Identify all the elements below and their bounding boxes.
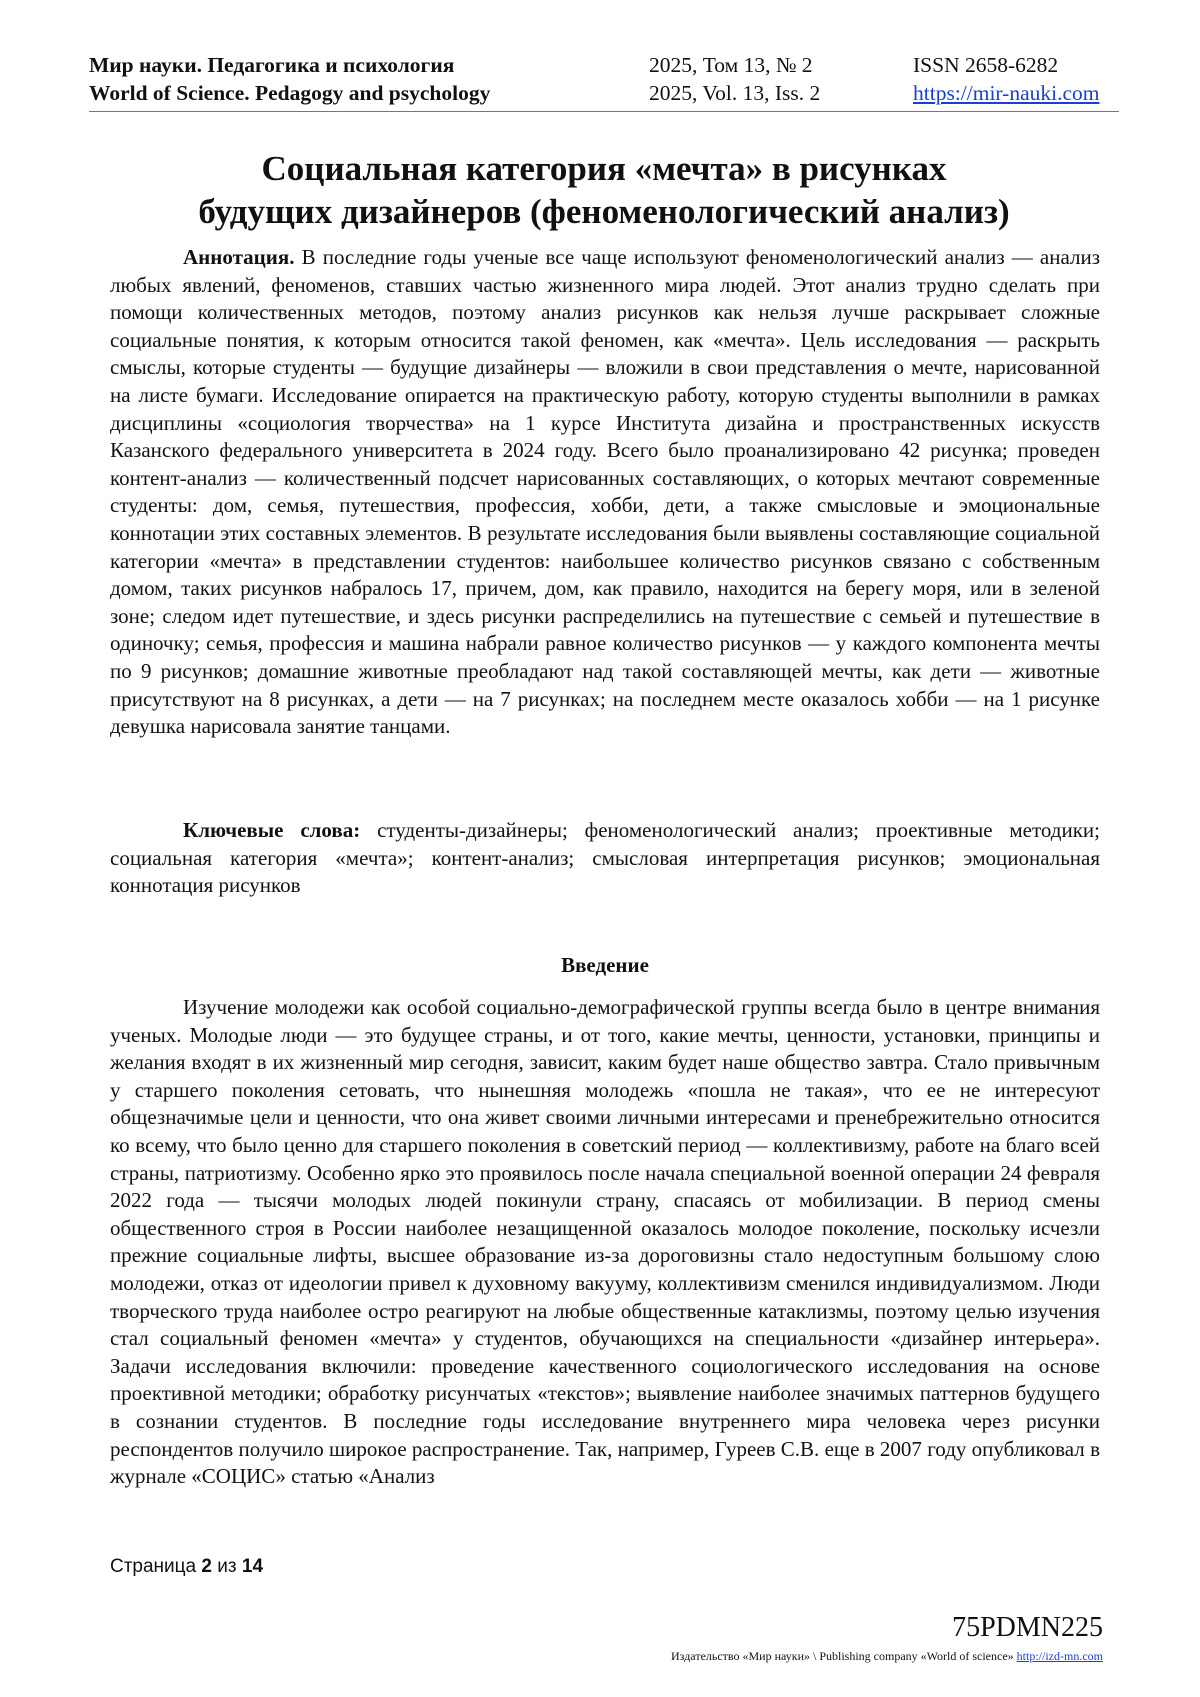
publisher-name: Издательство «Мир науки» \ Publishing company «World of science» [671, 1649, 1014, 1663]
issue-info [649, 51, 820, 107]
keywords [110, 817, 1100, 900]
introduction-text: Изучение молодежи как особой социально-демографической группы всегда было в центре внимания ученых. Молодые люди — это будущее страны, и от того, какие мечты, ценности, установки, принципы и желания входят в их жизненный мир сегодня, зависит, каким будет наше общество завтра. Стало привычным у старшего поколения сетовать, что нынешняя молодежь «пошла не такая», что ее не интересуют общезначимые цели и ценности, что она живет своими личными интересами и пренебрежительно относится ко всему, что было ценно для старшего поколения в советский период — коллективизму, работе на благо всей страны, патриотизму. Особенно ярко это проявилось после начала специальной военной операции 24 февраля 2022 года — тысячи молодых людей покинули страну, спасаясь от мобилизации. В период смены общественного строя в России наиболее незащищенной оказалось молодое поколение, поскольку исчезли прежние социальные лифты, высшее образование из-за дороговизны стало недоступным большому слою молодежи, отказ от идеологии привел к духовному вакууму, коллективизм сменился индивидуализмом. Люди творческого труда наиболее остро реагируют на любые общественные катаклизмы, поэтому целью изучения стал социальный феномен «мечта» у студентов, обучающихся на специальности «дизайнер интерьера». Задачи исследования включили: проведение качественного социологического исследования на основе проективной методики; обработку рисунчатых «текстов»; выявление наиболее значимых паттернов будущего в сознании студентов. В последние годы исследование внутреннего мира человека через рисунки респондентов получило широкое распространение. Так, например, Гуреев С.В. еще в 2007 году опубликовал в журнале «СОЦИС» статью «Анализ [110, 995, 1100, 1489]
page-prefix: Страница [110, 1556, 197, 1577]
article-title [89, 147, 1119, 233]
publisher-url-link[interactable]: http://izd-mn.com [1016, 1649, 1103, 1663]
journal-name-ru: Мир науки. Педагогика и психология [89, 53, 455, 77]
page-current: 2 [201, 1556, 212, 1577]
abstract [110, 244, 1100, 741]
page-number [110, 1556, 263, 1578]
journal-name [89, 51, 490, 107]
keywords-text: студенты-дизайнеры; феноменологический анализ; проективные методики; социальная категория «мечта»; контент-анализ; смысловая интерпретация рисунков; эмоциональная коннотация рисунков [110, 818, 1100, 898]
abstract-text: В последние годы ученые все чаще используют феноменологический анализ — анализ любых явлений, феноменов, ставших частью жизненного мира людей. Этот анализ трудно сделать при помощи количественных методов, поэтому анализ рисунков как нельзя лучше раскрывает сложные социальные понятия, к которым относится такой феномен, как «мечта». Цель исследования — раскрыть смыслы, которые студенты — будущие дизайнеры — вложили в свои представления о мечте, нарисованной на листе бумаги. Исследование опирается на практическую работу, которую студенты выполнили в рамках дисциплины «социология творчества» на 1 курсе Института дизайна и пространственных искусств Казанского федерального университета в 2024 году. Всего было проанализировано 42 рисунка; проведен контент-анализ — количественный подсчет нарисованных составляющих, о которых мечтают современные студенты: дом, семья, путешествия, профессия, хобби, дети, а также смысловые и эмоциональные коннотации этих составных элементов. В результате исследования были выявлены составляющие социальной категории «мечта» в представлении студентов: наибольшее количество рисунков связано с собственным домом, таких рисунков набралось 17, причем, дом, как правило, находится на берегу моря, или в зеленой зоне; следом идет путешествие, и здесь рисунки распределились на путешествие с семьей и путешествие в одиночку; семья, профессия и машина набрали равное количество рисунков — у каждого компонента мечты по 9 рисунков; домашние животные преобладают над такой составляющей мечты, как дети — животные присутствуют на 8 рисунках, а дети — на 7 рисунках; на последнем месте оказалось хобби — на 1 рисунке девушка нарисовала занятие танцами. [110, 245, 1100, 739]
page-separator: из [217, 1556, 237, 1577]
title-line-2: будущих дизайнеров (феноменологический анализ) [198, 192, 1010, 231]
issue-en: 2025, Vol. 13, Iss. 2 [649, 81, 821, 105]
abstract-label: Аннотация. [183, 245, 295, 269]
keywords-label: Ключевые слова: [183, 818, 361, 842]
issn-block [913, 51, 1099, 107]
title-line-1: Социальная категория «мечта» в рисунках [261, 149, 947, 188]
section-heading-introduction: Введение [561, 953, 649, 977]
journal-name-en: World of Science. Pedagogy and psychology [89, 81, 491, 105]
journal-url-link[interactable]: https://mir-nauki.com [913, 81, 1100, 105]
issue-ru: 2025, Том 13, № 2 [649, 53, 813, 77]
article-code: 75PDMN225 [952, 1612, 1103, 1643]
issn: ISSN 2658-6282 [913, 53, 1059, 77]
journal-header [89, 51, 1119, 112]
page-total: 14 [241, 1556, 264, 1577]
publisher-line [671, 1649, 1103, 1664]
